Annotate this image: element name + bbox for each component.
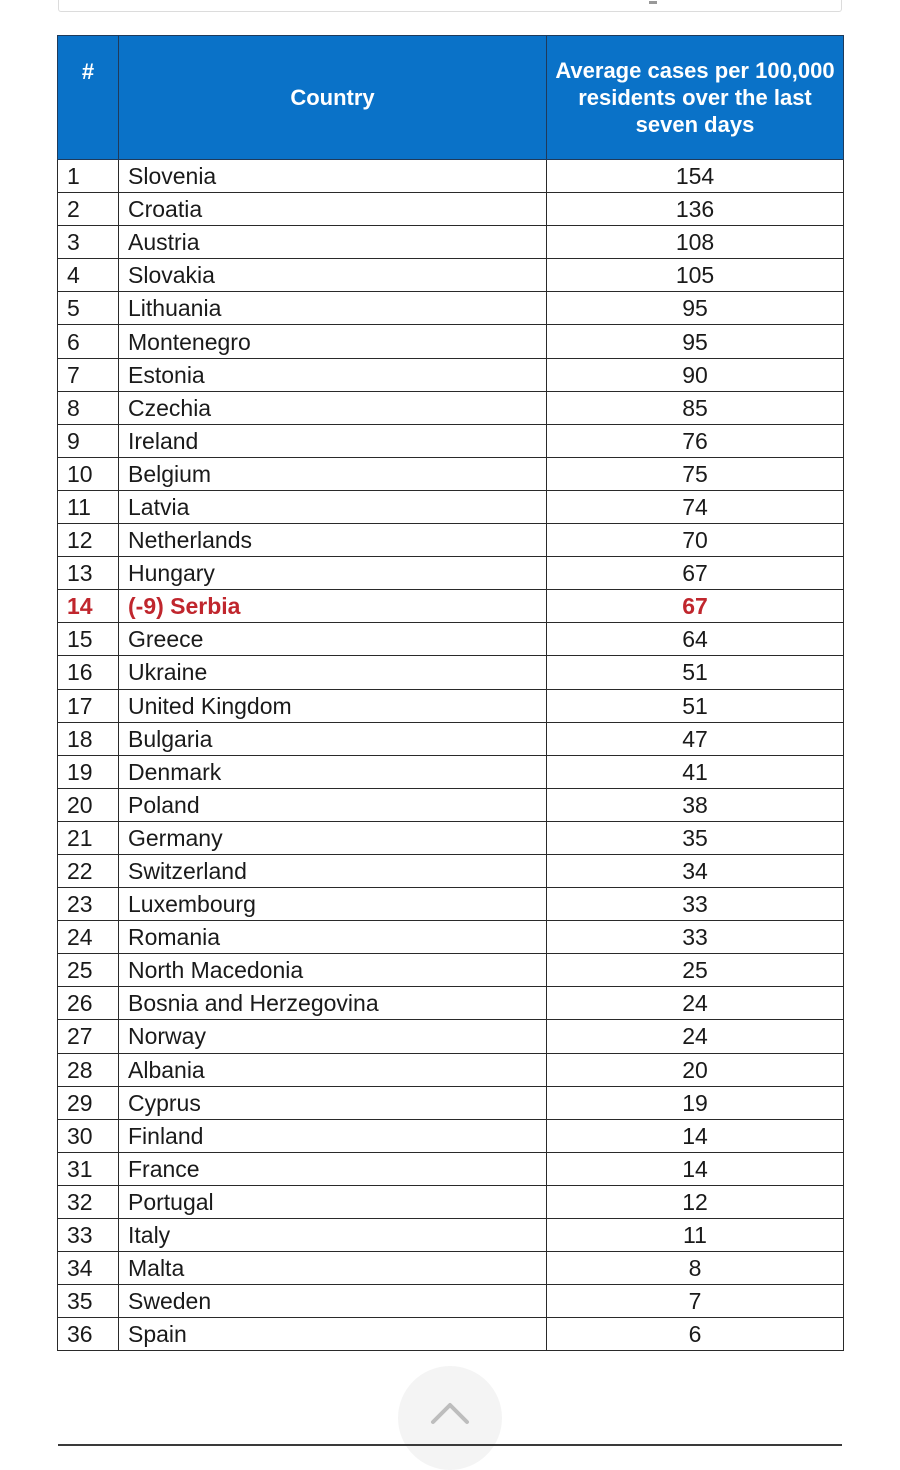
rank-cell: 29 [58, 1086, 119, 1119]
value-cell: 47 [547, 722, 844, 755]
rank-cell: 17 [58, 689, 119, 722]
value-cell: 90 [547, 358, 844, 391]
country-cell: United Kingdom [119, 689, 547, 722]
country-cell: Spain [119, 1318, 547, 1351]
country-cell: Italy [119, 1219, 547, 1252]
value-cell: 64 [547, 623, 844, 656]
scroll-to-top-button[interactable] [398, 1366, 502, 1470]
value-cell: 20 [547, 1053, 844, 1086]
value-cell: 12 [547, 1185, 844, 1218]
value-cell: 33 [547, 888, 844, 921]
value-cell: 34 [547, 854, 844, 887]
header-country: Country [119, 36, 547, 160]
value-cell: 95 [547, 292, 844, 325]
table-row [58, 1152, 844, 1185]
table-row [58, 722, 844, 755]
value-cell: 154 [547, 160, 844, 193]
chevron-up-icon [430, 1400, 470, 1426]
value-cell: 67 [547, 590, 844, 623]
country-cell: Finland [119, 1119, 547, 1152]
country-cell: Poland [119, 788, 547, 821]
rank-cell: 30 [58, 1119, 119, 1152]
table-row [58, 391, 844, 424]
table-row [58, 888, 844, 921]
rank-cell: 31 [58, 1152, 119, 1185]
value-cell: 24 [547, 1020, 844, 1053]
country-cell: Malta [119, 1252, 547, 1285]
rank-cell: 24 [58, 921, 119, 954]
value-cell: 67 [547, 557, 844, 590]
rank-cell: 5 [58, 292, 119, 325]
rank-cell: 11 [58, 490, 119, 523]
rank-cell: 9 [58, 424, 119, 457]
country-cell: Latvia [119, 490, 547, 523]
table-row [58, 821, 844, 854]
table-row [58, 1086, 844, 1119]
rank-cell: 1 [58, 160, 119, 193]
table-row [58, 788, 844, 821]
value-cell: 70 [547, 524, 844, 557]
country-cell: France [119, 1152, 547, 1185]
table-row [58, 1053, 844, 1086]
country-cell: Slovakia [119, 259, 547, 292]
rank-cell: 25 [58, 954, 119, 987]
rank-cell: 3 [58, 226, 119, 259]
value-cell: 6 [547, 1318, 844, 1351]
table-row [58, 656, 844, 689]
table-header-row [58, 36, 844, 160]
rank-cell: 15 [58, 623, 119, 656]
table-body [58, 160, 844, 1351]
table-row [58, 1119, 844, 1152]
rank-cell: 7 [58, 358, 119, 391]
table-row [58, 954, 844, 987]
country-cell: North Macedonia [119, 954, 547, 987]
table-row [58, 623, 844, 656]
country-cell: Bulgaria [119, 722, 547, 755]
table-row [58, 524, 844, 557]
table-row [58, 259, 844, 292]
rank-cell: 21 [58, 821, 119, 854]
value-cell: 14 [547, 1152, 844, 1185]
country-cell: Switzerland [119, 854, 547, 887]
rank-cell: 19 [58, 755, 119, 788]
country-cell: Austria [119, 226, 547, 259]
country-cell: Ireland [119, 424, 547, 457]
rank-cell: 34 [58, 1252, 119, 1285]
value-cell: 51 [547, 689, 844, 722]
rank-cell: 22 [58, 854, 119, 887]
table-row [58, 1020, 844, 1053]
country-cell: Luxembourg [119, 888, 547, 921]
table-row [58, 1318, 844, 1351]
value-cell: 11 [547, 1219, 844, 1252]
table-row [58, 590, 844, 623]
table-row [58, 160, 844, 193]
country-cell: Lithuania [119, 292, 547, 325]
country-cell: Cyprus [119, 1086, 547, 1119]
value-cell: 85 [547, 391, 844, 424]
country-cell: Estonia [119, 358, 547, 391]
value-cell: 25 [547, 954, 844, 987]
value-cell: 7 [547, 1285, 844, 1318]
value-cell: 108 [547, 226, 844, 259]
country-cell: Montenegro [119, 325, 547, 358]
country-cell: Belgium [119, 457, 547, 490]
table-row [58, 490, 844, 523]
country-cell: Norway [119, 1020, 547, 1053]
table-row [58, 854, 844, 887]
table-row [58, 1185, 844, 1218]
country-cell: Czechia [119, 391, 547, 424]
header-rank: # [58, 36, 119, 160]
value-cell: 75 [547, 457, 844, 490]
table-row [58, 987, 844, 1020]
table-row [58, 226, 844, 259]
value-cell: 95 [547, 325, 844, 358]
table-row [58, 755, 844, 788]
value-cell: 51 [547, 656, 844, 689]
card-fragment [649, 1, 657, 4]
country-cell: Greece [119, 623, 547, 656]
rank-cell: 4 [58, 259, 119, 292]
table-row [58, 921, 844, 954]
table-row [58, 358, 844, 391]
country-cell: Romania [119, 921, 547, 954]
rank-cell: 18 [58, 722, 119, 755]
table-row [58, 292, 844, 325]
table-row [58, 457, 844, 490]
table-row [58, 557, 844, 590]
value-cell: 35 [547, 821, 844, 854]
rank-cell: 35 [58, 1285, 119, 1318]
country-cell: Bosnia and Herzegovina [119, 987, 547, 1020]
rank-cell: 6 [58, 325, 119, 358]
rank-cell: 2 [58, 193, 119, 226]
country-cell: Croatia [119, 193, 547, 226]
rank-cell: 16 [58, 656, 119, 689]
value-cell: 33 [547, 921, 844, 954]
table-row [58, 1252, 844, 1285]
country-cell: Denmark [119, 755, 547, 788]
rank-cell: 12 [58, 524, 119, 557]
value-cell: 14 [547, 1119, 844, 1152]
value-cell: 41 [547, 755, 844, 788]
rank-cell: 27 [58, 1020, 119, 1053]
previous-content-card [58, 0, 842, 12]
table-row [58, 193, 844, 226]
rank-cell: 26 [58, 987, 119, 1020]
country-cell: Albania [119, 1053, 547, 1086]
value-cell: 38 [547, 788, 844, 821]
value-cell: 105 [547, 259, 844, 292]
country-cell: Netherlands [119, 524, 547, 557]
table-row [58, 424, 844, 457]
rank-cell: 28 [58, 1053, 119, 1086]
rank-cell: 8 [58, 391, 119, 424]
rank-cell: 23 [58, 888, 119, 921]
value-cell: 76 [547, 424, 844, 457]
value-cell: 8 [547, 1252, 844, 1285]
table-row [58, 1219, 844, 1252]
value-cell: 136 [547, 193, 844, 226]
rank-cell: 36 [58, 1318, 119, 1351]
country-cell: Germany [119, 821, 547, 854]
country-cell: Portugal [119, 1185, 547, 1218]
value-cell: 19 [547, 1086, 844, 1119]
country-cell: Slovenia [119, 160, 547, 193]
country-cell: (-9) Serbia [119, 590, 547, 623]
rank-cell: 10 [58, 457, 119, 490]
table-row [58, 689, 844, 722]
value-cell: 24 [547, 987, 844, 1020]
country-cell: Hungary [119, 557, 547, 590]
rank-cell: 14 [58, 590, 119, 623]
country-cell: Ukraine [119, 656, 547, 689]
header-average-cases: Average cases per 100,000 residents over the last seven days [547, 36, 844, 160]
rank-cell: 13 [58, 557, 119, 590]
rank-cell: 32 [58, 1185, 119, 1218]
value-cell: 74 [547, 490, 844, 523]
rank-cell: 33 [58, 1219, 119, 1252]
country-cell: Sweden [119, 1285, 547, 1318]
bottom-divider [58, 1444, 842, 1446]
table-row [58, 325, 844, 358]
table-row [58, 1285, 844, 1318]
covid-cases-table [57, 35, 844, 1351]
rank-cell: 20 [58, 788, 119, 821]
